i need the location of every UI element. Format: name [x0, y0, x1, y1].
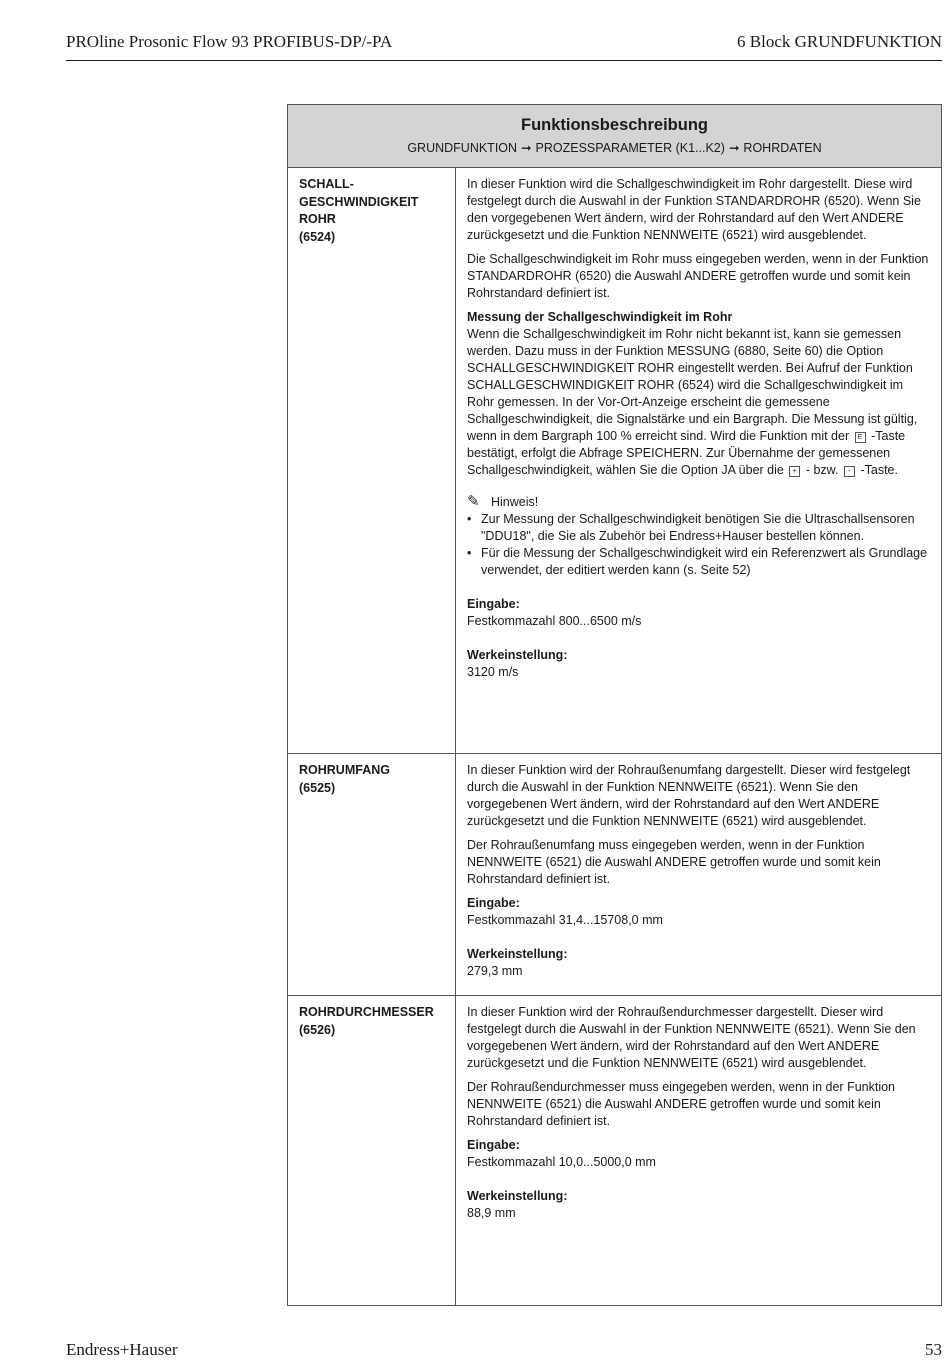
input-label: Eingabe: — [467, 896, 520, 910]
default-value: 88,9 mm — [467, 1206, 516, 1220]
function-description — [456, 754, 941, 995]
default-label: Werkeinstellung: — [467, 648, 568, 662]
input-value: Festkommazahl 31,4...15708,0 mm — [467, 913, 663, 927]
page-header — [66, 32, 942, 61]
function-description — [456, 996, 941, 1305]
text-segment: Wenn die Schallgeschwindigkeit im Rohr nicht bekannt ist, kann sie gemessen werden. Dazu muss in der Funktion MESSUNG (6880, Seite 60) die Option SCHALLGESCHWINDIGKEIT ROHR eingestellt werden. Bei Aufruf der Funktion SCHALLGESCHWINDIGKEIT ROHR (6524) wird die Schallgeschwindigkeit im Rohr gemessen. In der Vor-Ort-Anzeige erscheint die gemessene Schallgeschwindigkeit, die Signalstärke und ein Bargraph. Die Messung ist gültig, wenn in dem Bargraph 100 % erreicht sind. Wird die Funktion mit der — [467, 327, 918, 443]
text-segment: -Taste. — [860, 463, 898, 477]
function-name-line: ROHRDURCHMESSER — [299, 1005, 434, 1019]
list-item: • Zur Messung der Schallgeschwindigkeit benötigen Sie die Ultraschallsensoren "DDU18", die Sie als Zubehör bei Endress+Hauser bestellen können. — [467, 511, 933, 545]
input-label: Eingabe: — [467, 1138, 520, 1152]
function-description — [456, 168, 941, 753]
description-paragraph: Der Rohraußendurchmesser muss eingegeben werden, wenn in der Funktion NENNWEITE (6521) die Auswahl ANDERE getroffen wurde und somit kein Rohrstandard definiert ist. — [467, 1080, 896, 1128]
function-code: (6525) — [299, 780, 336, 795]
function-row-schallgeschwindigkeit — [288, 168, 941, 754]
function-row-rohrdurchmesser — [288, 996, 941, 1305]
pencil-icon: ✎ — [467, 493, 480, 510]
input-label: Eingabe: — [467, 597, 520, 611]
note-title: Hinweis! — [491, 495, 539, 509]
description-paragraph: In dieser Funktion wird der Rohraußenumfang dargestellt. Dieser wird festgelegt durch die Auswahl in der Funktion NENNWEITE (6521). Wenn Sie den vorgegebenen Wert ändern, wird der Rohrstandard auf den Wert ANDERE zurückgesetzt und die Funktion NENNWEITE (6521) wird ausgeblendet. — [467, 763, 911, 828]
default-value: 279,3 mm — [467, 964, 523, 978]
function-name-line: ROHR — [299, 212, 336, 226]
note — [467, 493, 933, 579]
breadcrumb-item: GRUNDFUNKTION — [407, 141, 518, 155]
chapter-title: 6 Block GRUNDFUNKTION — [737, 32, 942, 51]
breadcrumb — [288, 140, 941, 157]
text-segment: -Taste bestätigt, erfolgt die Abfrage SPEICHERN. Zur Übernahme der gemessenen Schallgeschwindigkeit, wählen Sie die Option JA über die — [467, 429, 906, 477]
measurement-section — [467, 309, 933, 479]
measurement-paragraph — [467, 326, 933, 479]
minus-key-icon: - — [844, 466, 855, 477]
description-paragraph: In dieser Funktion wird der Rohraußendurchmesser dargestellt. Dieser wird festgelegt durch die Auswahl in der Funktion NENNWEITE (6521). Wenn Sie den vorgegebenen Wert ändern, wird der Rohrstandard auf den Wert ANDERE zurückgesetzt und die Funktion NENNWEITE (6521) wird ausgeblendet. — [467, 1005, 916, 1070]
function-name — [288, 168, 456, 753]
company-name: Endress+Hauser — [66, 1340, 178, 1359]
document-title: PROline Prosonic Flow 93 PROFIBUS-DP/-PA — [66, 32, 393, 51]
text-segment: - bzw. — [805, 463, 839, 477]
note-list — [467, 511, 933, 579]
input-value: Festkommazahl 10,0...5000,0 mm — [467, 1155, 656, 1169]
description-paragraph: In dieser Funktion wird die Schallgeschwindigkeit im Rohr dargestellt. Diese wird festgelegt durch die Auswahl in der Funktion STANDARDROHR (6520). Wenn Sie den vorgegebenen Wert ändern, wird der Rohrstandard auf den Wert ANDERE zurückgesetzt und die Funktion NENNWEITE (6521) wird ausgeblendet. — [467, 177, 921, 242]
function-name-line: ROHRUMFANG — [299, 763, 390, 777]
enter-key-icon: E — [855, 432, 866, 443]
function-name-line: SCHALL- — [299, 177, 354, 191]
function-code: (6526) — [299, 1022, 336, 1037]
arrow-right-icon: ➞ — [521, 141, 532, 155]
plus-key-icon: + — [789, 466, 800, 477]
function-table — [287, 104, 942, 1306]
function-name — [288, 754, 456, 995]
function-row-rohrumfang — [288, 754, 941, 996]
breadcrumb-item: PROZESSPARAMETER (K1...K2) — [535, 141, 725, 155]
input-value: Festkommazahl 800...6500 m/s — [467, 614, 642, 628]
page-number: 53 — [925, 1340, 942, 1359]
function-name-line: GESCHWINDIGKEIT — [299, 194, 419, 209]
function-table-header — [288, 105, 941, 168]
section-heading: Messung der Schallgeschwindigkeit im Rohr — [467, 310, 733, 324]
description-paragraph: Die Schallgeschwindigkeit im Rohr muss eingegeben werden, wenn in der Funktion STANDARDROHR (6520) die Auswahl ANDERE getroffen wurde und somit kein Rohrstandard definiert ist. — [467, 252, 929, 300]
function-name — [288, 996, 456, 1305]
default-label: Werkeinstellung: — [467, 947, 568, 961]
breadcrumb-item: ROHRDATEN — [743, 141, 822, 155]
default-value: 3120 m/s — [467, 665, 519, 679]
arrow-right-icon: ➞ — [728, 141, 740, 155]
default-label: Werkeinstellung: — [467, 1189, 568, 1203]
function-code: (6524) — [299, 229, 336, 244]
table-title: Funktionsbeschreibung — [520, 116, 708, 134]
description-paragraph: Der Rohraußenumfang muss eingegeben werden, wenn in der Funktion NENNWEITE (6521) die Auswahl ANDERE getroffen wurde und somit kein Rohrstandard definiert ist. — [467, 838, 881, 886]
list-item: • Für die Messung der Schallgeschwindigkeit wird ein Referenzwert als Grundlage verwendet, der editiert werden kann (s. Seite 52) — [467, 545, 933, 579]
